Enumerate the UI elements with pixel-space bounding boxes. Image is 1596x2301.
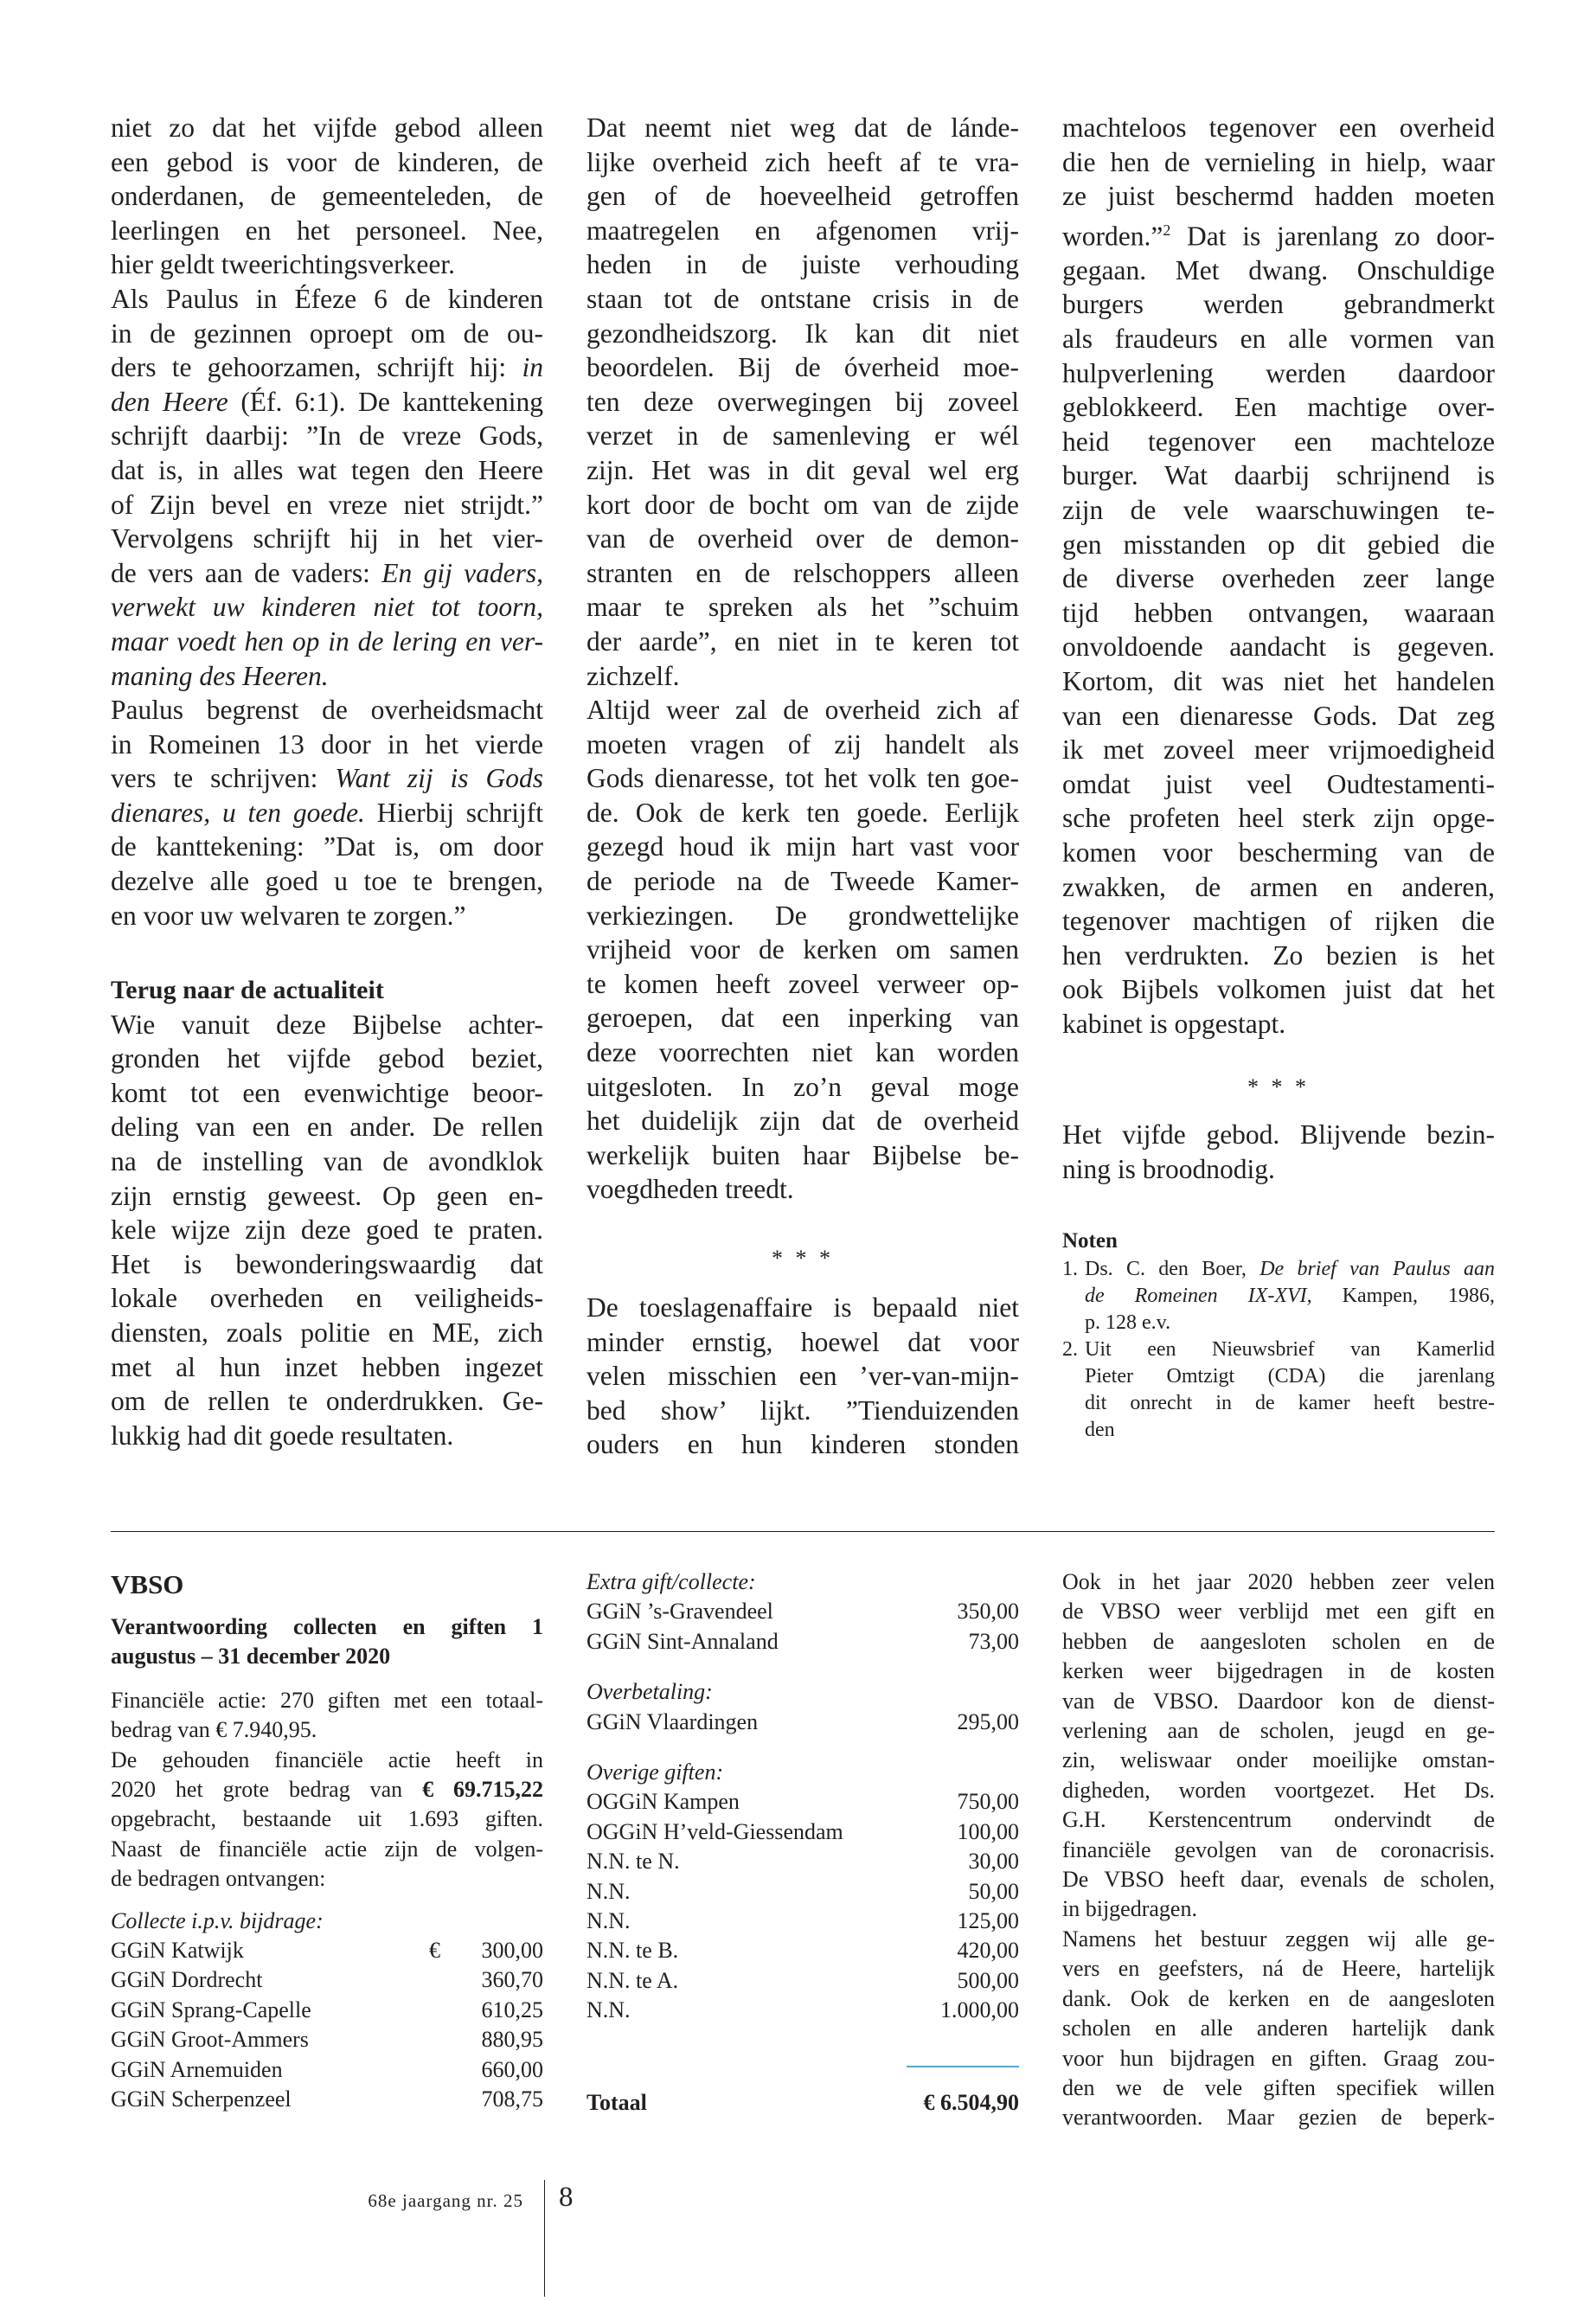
text-line: lukkig had dit goede resultaten. bbox=[111, 1420, 454, 1451]
text-line: de bedragen ontvangen: bbox=[111, 1866, 326, 1892]
text-line: kabinet is opgestapt. bbox=[1062, 1008, 1286, 1039]
text-line bbox=[1062, 214, 1495, 253]
text-run: Dat is jarenlang zo door- bbox=[1170, 221, 1495, 252]
donor-name: N.N. bbox=[586, 1878, 631, 1904]
donor-name: GGiN Dordrecht bbox=[111, 1967, 263, 1993]
text-line: voegdheden treedt. bbox=[586, 1174, 794, 1205]
text-line: hulpverlening werden daardoor bbox=[1062, 357, 1495, 388]
text-line: in de gezinnen oproept om de ou- bbox=[111, 317, 543, 349]
text-line: Het is bewonderingswaardig dat bbox=[111, 1248, 543, 1279]
page-number: 8 bbox=[559, 2182, 574, 2213]
list-item bbox=[586, 1966, 1019, 1996]
footnotes bbox=[1062, 1227, 1495, 1444]
text-line: burgers werden gebrandmerkt bbox=[1062, 289, 1495, 320]
list-item bbox=[111, 2085, 543, 2114]
list-item bbox=[586, 1996, 1019, 2025]
text-line: hebben de aangesloten scholen en de bbox=[1062, 1628, 1495, 1654]
text-line: komen voor bescherming van de bbox=[1062, 836, 1495, 868]
text-line: staan tot de ontstane crisis in de bbox=[586, 283, 1019, 314]
text-line: de VBSO weer verblijd met een gift en bbox=[1062, 1599, 1495, 1625]
text-line: hier geldt tweerichtingsverkeer. bbox=[111, 249, 455, 280]
donor-name: N.N. bbox=[586, 1997, 631, 2023]
footnote-1 bbox=[1062, 1256, 1495, 1336]
text-line bbox=[111, 1775, 543, 1804]
text-line: p. 128 e.v. bbox=[1085, 1311, 1171, 1334]
list-item bbox=[586, 1708, 1019, 1737]
text-line: zin, weliswaar onder moeilijke omstan- bbox=[1062, 1747, 1495, 1773]
text-run: Hierbij schrijft bbox=[364, 797, 543, 828]
text-line: verzet in de samenleving er wél bbox=[586, 420, 1019, 452]
amount: 660,00 bbox=[481, 2056, 543, 2082]
donor-name: N.N. te A. bbox=[586, 1967, 679, 1993]
text-line: heid tegenover een machteloze bbox=[1062, 426, 1495, 457]
text-line: ook Bijbels volkomen juist dat het bbox=[1062, 974, 1495, 1005]
text-line: den we de vele giften specifiek willen bbox=[1062, 2074, 1495, 2100]
donor-name: OGGiN H’veld-Giessendam bbox=[586, 1818, 843, 1844]
text-line: onvoldoende aandacht is gegeven. bbox=[1062, 631, 1495, 663]
amount: 100,00 bbox=[957, 1818, 1019, 1844]
list-heading: Overbetaling: bbox=[586, 1679, 713, 1705]
scripture-quote: in bbox=[522, 352, 543, 383]
text-run: ders te gehoorzamen, schrijft hij: bbox=[111, 352, 522, 383]
text-line: Naast de financiële actie zijn de volgen- bbox=[111, 1836, 543, 1862]
text-line: schrijft daarbij: ”In de vreze Gods, bbox=[111, 420, 543, 452]
text-line: en voor uw welvaren te zorgen.” bbox=[111, 900, 466, 931]
text-line bbox=[111, 385, 543, 420]
text-line: verantwoorden. Maar gezien de beperk- bbox=[1062, 2105, 1495, 2131]
article-column-1-continued bbox=[111, 973, 543, 1452]
text-line: van de overheid over de demon- bbox=[586, 523, 1019, 554]
text-line: die hen de vernieling in hielp, waar bbox=[1062, 146, 1495, 177]
vbso-subtitle: augustus – 31 december 2020 bbox=[111, 1644, 391, 1670]
text-line: digheden, worden voortgezet. Het Ds. bbox=[1062, 1777, 1495, 1803]
text-line: Paulus begrenst de overheidsmacht bbox=[111, 695, 543, 726]
article-column-3 bbox=[1062, 111, 1495, 1042]
text-line: zichzelf. bbox=[586, 660, 680, 691]
text-line: machteloos tegenover een overheid bbox=[1062, 112, 1495, 143]
text-line: kele wijze zijn deze goed te praten. bbox=[111, 1215, 543, 1246]
list-item bbox=[586, 1847, 1019, 1876]
text-line: opgebracht, bestaande uit 1.693 giften. bbox=[111, 1806, 543, 1832]
section-separator: * * * bbox=[772, 1246, 834, 1271]
list-item bbox=[111, 1965, 543, 1995]
action-total: € 69.715,22 bbox=[422, 1777, 543, 1803]
list-item bbox=[586, 1907, 1019, 1936]
text-line: Altijd weer zal de overheid zich af bbox=[586, 695, 1019, 726]
text-run: Ds. C. den Boer, bbox=[1085, 1258, 1260, 1280]
text-line: te komen heeft zoveel verweer op- bbox=[586, 968, 1019, 999]
scripture-quote: maning des Heeren. bbox=[111, 660, 329, 691]
amount: 300,00 bbox=[481, 1938, 543, 1964]
text-line: bed show’ lijkt. ”Tienduizenden bbox=[586, 1394, 1019, 1426]
amount: 880,95 bbox=[481, 2027, 543, 2053]
text-line: vrijheid voor de kerken om samen bbox=[586, 934, 1019, 965]
text-line: sche profeten heel sterk zijn opge- bbox=[1062, 803, 1495, 834]
text-line: geblokkeerd. Een machtige over- bbox=[1062, 392, 1495, 423]
list-item bbox=[111, 2055, 543, 2085]
text-line: zijn ernstig geweest. Op geen en- bbox=[111, 1180, 543, 1211]
issue-label: 68e jaargang nr. 25 bbox=[368, 2190, 523, 2211]
text-line: omdat juist veel Oudtestamenti- bbox=[1062, 768, 1495, 799]
scripture-quote: Want zij is Gods bbox=[335, 763, 543, 794]
text-line: De gehouden financiële actie heeft in bbox=[111, 1747, 543, 1772]
text-line: ouders en hun kinderen stonden bbox=[586, 1429, 1019, 1460]
text-line bbox=[111, 796, 543, 830]
text-line: De VBSO heeft daar, evenals de scholen, bbox=[1062, 1867, 1495, 1893]
euro-sign: € bbox=[429, 1938, 440, 1964]
text-line: hen verdrukten. Zo bezien is het bbox=[1062, 939, 1495, 971]
text-line: zwakken, de armen en anderen, bbox=[1062, 871, 1495, 902]
text-line: verkiezingen. De grondwettelijke bbox=[586, 900, 1019, 931]
text-run: (Éf. 6:1). De kanttekening bbox=[228, 386, 544, 417]
text-line: heden in de juiste verhouding bbox=[586, 249, 1019, 280]
footer-divider bbox=[544, 2180, 545, 2297]
amount: 360,70 bbox=[481, 1967, 543, 1993]
article-column-1 bbox=[111, 111, 543, 933]
list-item bbox=[111, 1996, 543, 2025]
text-line: zijn de vele waarschuwingen te- bbox=[1062, 495, 1495, 526]
text-line: kerken weer bijgedragen in de kosten bbox=[1062, 1658, 1495, 1684]
text-line: Het vijfde gebod. Blijvende bezin- bbox=[1062, 1119, 1495, 1150]
text-line: beoordelen. Bij de óverheid moe- bbox=[586, 352, 1019, 383]
scripture-quote: maar voedt hen op in de lering en ver- bbox=[111, 625, 543, 657]
text-line: deze voorrechten niet kan worden bbox=[586, 1037, 1019, 1068]
text-line: voor hun bijdragen en giften. Graag zou- bbox=[1062, 2045, 1495, 2071]
text-line: vers en geefsters, ná de Heere, hartelijk bbox=[1062, 1956, 1495, 1982]
text-line: ik met zoveel meer vrijmoedigheid bbox=[1062, 734, 1495, 766]
total-row bbox=[586, 2088, 1019, 2118]
donor-name: GGiN Scherpenzeel bbox=[111, 2086, 292, 2112]
text-line: ze juist beschermd hadden moeten bbox=[1062, 181, 1495, 212]
text-line bbox=[111, 350, 543, 385]
text-line: lokale overheden en veiligheids- bbox=[111, 1283, 543, 1314]
text-line: gezondheidszorg. Ik kan dit niet bbox=[586, 317, 1019, 349]
donor-name: GGiN Sprang-Capelle bbox=[111, 1997, 311, 2022]
text-line: met al hun inzet hebben ingezet bbox=[111, 1351, 543, 1382]
text-line: ten deze overwegingen bij zoveel bbox=[586, 386, 1019, 417]
text-run: worden.” bbox=[1062, 221, 1163, 252]
text-line bbox=[111, 761, 543, 796]
text-line: G.H. Kerstencentrum ondervindt de bbox=[1062, 1807, 1495, 1833]
text-line: den bbox=[1085, 1419, 1115, 1441]
total-underline bbox=[907, 2066, 1019, 2067]
footnote-number: 2. bbox=[1062, 1338, 1078, 1361]
scripture-quote: verwekt uw kinderen niet tot toorn, bbox=[111, 592, 543, 623]
book-title: De brief van Paulus aan bbox=[1259, 1258, 1495, 1280]
text-line: moeten vragen of zij handelt als bbox=[586, 728, 1019, 760]
text-line: Dat neemt niet weg dat de lánde- bbox=[586, 112, 1019, 143]
section-heading: Terug naar de actualiteit bbox=[111, 976, 384, 1004]
text-line: Wie vanuit deze Bijbelse achter- bbox=[111, 1009, 543, 1040]
text-line: Als Paulus in Éfeze 6 de kinderen bbox=[111, 283, 543, 314]
list-item bbox=[111, 1936, 543, 1965]
text-run: 2020 het grote bedrag van bbox=[111, 1777, 423, 1803]
text-line: maar te spreken als het ”schuim bbox=[586, 592, 1019, 623]
amount: 30,00 bbox=[968, 1849, 1019, 1875]
text-line: dank. Ook de kerken en de aangesloten bbox=[1062, 1985, 1495, 2011]
list-item bbox=[586, 1597, 1019, 1626]
article-column-2 bbox=[586, 111, 1019, 1207]
list-heading: Overige giften: bbox=[586, 1759, 724, 1785]
text-run: Kampen, 1986, bbox=[1311, 1285, 1495, 1307]
text-line: om de rellen te onderdrukken. Ge- bbox=[111, 1386, 543, 1417]
text-line: stranten en de relschoppers alleen bbox=[586, 557, 1019, 588]
donor-name: GGiN Katwijk bbox=[111, 1938, 244, 1964]
text-line: de periode na de Tweede Kamer- bbox=[586, 866, 1019, 897]
amount: 350,00 bbox=[957, 1599, 1019, 1625]
amount: 750,00 bbox=[957, 1789, 1019, 1815]
text-line: of Zijn bevel en vreze niet strijdt.” bbox=[111, 489, 543, 520]
text-line: lijke overheid zich heeft af te vra- bbox=[586, 146, 1019, 177]
section-divider bbox=[111, 1531, 1495, 1532]
text-line: in Romeinen 13 door in het vierde bbox=[111, 728, 543, 760]
text-line: Ook in het jaar 2020 hebben zeer velen bbox=[1062, 1569, 1495, 1594]
text-line: onderdanen, de gemeenteleden, de bbox=[111, 181, 543, 212]
text-line: zijn. Het was in dit geval wel erg bbox=[586, 454, 1019, 485]
footnote-number: 1. bbox=[1062, 1258, 1078, 1280]
text-run: Uit een Nieuwsbrief van Kamerlid bbox=[1085, 1338, 1495, 1361]
amount: 73,00 bbox=[968, 1628, 1019, 1654]
text-line: komt tot een evenwichtige beoor- bbox=[111, 1077, 543, 1108]
text-run: vers te schrijven: bbox=[111, 763, 336, 794]
amount: 295,00 bbox=[957, 1708, 1019, 1734]
list-item bbox=[586, 1936, 1019, 1965]
vbso-left-column bbox=[111, 1567, 543, 2115]
text-line: diensten, zoals politie en ME, zich bbox=[111, 1317, 543, 1348]
text-line: deling van een en ander. De rellen bbox=[111, 1112, 543, 1143]
text-line: Gods dienaresse, tot het volk ten goe- bbox=[586, 763, 1019, 794]
list-item bbox=[586, 1787, 1019, 1817]
amount: 125,00 bbox=[957, 1908, 1019, 1934]
amount: 50,00 bbox=[968, 1878, 1019, 1904]
vbso-right-column bbox=[1062, 1567, 1495, 2133]
vbso-title: VBSO bbox=[111, 1569, 184, 1599]
list-item bbox=[586, 1627, 1019, 1657]
text-line: na de instelling van de avondklok bbox=[111, 1145, 543, 1176]
amount: 420,00 bbox=[957, 1938, 1019, 1964]
donor-name: N.N. te N. bbox=[586, 1849, 680, 1875]
text-line: gen of de hoeveelheid getroffen bbox=[586, 181, 1019, 212]
text-line: gen misstanden op dit gebied die bbox=[1062, 529, 1495, 560]
text-line: ning is broodnodig. bbox=[1062, 1153, 1275, 1184]
text-line: bedrag van € 7.940,95. bbox=[111, 1717, 317, 1743]
text-line: financiële gevolgen van de coronacrisis. bbox=[1062, 1836, 1495, 1862]
text-line: Vervolgens schrijft hij in het vier- bbox=[111, 523, 543, 554]
text-line: leerlingen en het personeel. Nee, bbox=[111, 215, 543, 246]
text-line: van de VBSO. Daardoor kon de dienst- bbox=[1062, 1688, 1495, 1714]
text-line: het duidelijk zijn dat de overheid bbox=[586, 1106, 1019, 1137]
text-line: de. Ook de kerk ten goede. Eerlijk bbox=[586, 797, 1019, 828]
list-item bbox=[586, 1877, 1019, 1907]
text-line: een gebod is voor de kinderen, de bbox=[111, 146, 543, 177]
text-line: gezegd houd ik mijn hart vast voor bbox=[586, 831, 1019, 862]
vbso-subtitle: Verantwoording collecten en giften 1 bbox=[111, 1614, 543, 1639]
book-title: de Romeinen IX-XVI, bbox=[1085, 1285, 1312, 1307]
scripture-quote: En gij vaders, bbox=[381, 557, 543, 588]
text-line: niet zo dat het vijfde gebod alleen bbox=[111, 112, 543, 143]
list-heading: Extra gift/collecte: bbox=[586, 1569, 756, 1594]
text-line: Namens het bestuur zeggen wij alle ge- bbox=[1062, 1926, 1495, 1952]
donor-name: GGiN Vlaardingen bbox=[586, 1708, 759, 1734]
notes-title: Noten bbox=[1062, 1229, 1118, 1253]
text-line: werkelijk buiten haar Bijbelse be- bbox=[586, 1139, 1019, 1170]
text-line: verlening aan de scholen, jeugd en ge- bbox=[1062, 1718, 1495, 1744]
text-line: burger. Wat daarbij schrijnend is bbox=[1062, 460, 1495, 491]
vbso-middle-column bbox=[586, 1567, 1019, 2026]
donor-name: GGiN Arnemuiden bbox=[111, 2056, 283, 2082]
text-line: van een dienaresse Gods. Dat zeg bbox=[1062, 700, 1495, 731]
donor-name: N.N. te B. bbox=[586, 1938, 679, 1964]
text-line: minder ernstig, hoewel dat voor bbox=[586, 1326, 1019, 1357]
list-item bbox=[111, 2025, 543, 2054]
text-line: de kanttekening: ”Dat is, om door bbox=[111, 831, 543, 862]
total-label: Totaal bbox=[586, 2090, 647, 2115]
text-line: geroepen, dat een inperking van bbox=[586, 1003, 1019, 1034]
text-line: De toeslagenaffaire is bepaald niet bbox=[586, 1292, 1019, 1323]
text-line: gegaan. Met dwang. Onschuldige bbox=[1062, 254, 1495, 285]
article-column-3-continued bbox=[1062, 1118, 1495, 1186]
list-heading: Collecte i.p.v. bijdrage: bbox=[111, 1907, 324, 1933]
text-line: dezelve alle goed u toe te brengen, bbox=[111, 866, 543, 897]
amount: 708,75 bbox=[481, 2086, 543, 2112]
amount: 610,25 bbox=[481, 1997, 543, 2022]
text-line: tijd hebben ontvangen, waaraan bbox=[1062, 597, 1495, 628]
donor-name: GGiN Groot-Ammers bbox=[111, 2027, 309, 2053]
donor-name: OGGiN Kampen bbox=[586, 1789, 740, 1815]
text-line: Financiële actie: 270 giften met een totaal- bbox=[111, 1687, 543, 1713]
text-line: maatregelen en afgenomen vrij- bbox=[586, 215, 1019, 246]
article-column-2-continued bbox=[586, 1291, 1019, 1462]
text-line bbox=[111, 556, 543, 591]
text-line: gronden het vijfde gebod beziet, bbox=[111, 1043, 543, 1074]
amount: 500,00 bbox=[957, 1967, 1019, 1993]
text-line: in bijgedragen. bbox=[1062, 1896, 1197, 1922]
donor-name: N.N. bbox=[586, 1908, 631, 1934]
text-line: velen misschien een ’ver-van-mijn- bbox=[586, 1361, 1019, 1392]
text-line: tegenover machtigen of rijken die bbox=[1062, 906, 1495, 937]
footnote-2 bbox=[1062, 1336, 1495, 1444]
text-line: dit onrecht in de kamer heeft bestre- bbox=[1085, 1392, 1495, 1414]
scripture-quote: dienares, u ten goede. bbox=[111, 797, 365, 828]
text-line: kort door de bocht om van de zijde bbox=[586, 489, 1019, 520]
text-line: Pieter Omtzigt (CDA) die jarenlang bbox=[1085, 1365, 1495, 1388]
scripture-quote: den Heere bbox=[111, 386, 228, 417]
text-line: de diverse overheden zeer lange bbox=[1062, 563, 1495, 594]
text-run: de vers aan de vaders: bbox=[111, 557, 382, 588]
total-value: € 6.504,90 bbox=[923, 2090, 1019, 2115]
donor-name: GGiN ’s-Gravendeel bbox=[586, 1599, 773, 1625]
footnote-ref: 2 bbox=[1163, 221, 1171, 239]
text-line: der aarde”, en niet in te keren tot bbox=[586, 625, 1019, 657]
amount: 1.000,00 bbox=[940, 1997, 1019, 2023]
section-separator: * * * bbox=[1247, 1074, 1310, 1099]
text-line: uitgesloten. In zo’n geval moge bbox=[586, 1071, 1019, 1102]
text-line: scholen en alle anderen hartelijk dank bbox=[1062, 2016, 1495, 2041]
text-line: als fraudeurs en alle vormen van bbox=[1062, 324, 1495, 355]
text-line: dat is, in alles wat tegen den Heere bbox=[111, 454, 543, 485]
text-line: Kortom, dit was niet het handelen bbox=[1062, 666, 1495, 696]
list-item bbox=[586, 1817, 1019, 1847]
donor-name: GGiN Sint-Annaland bbox=[586, 1628, 779, 1654]
